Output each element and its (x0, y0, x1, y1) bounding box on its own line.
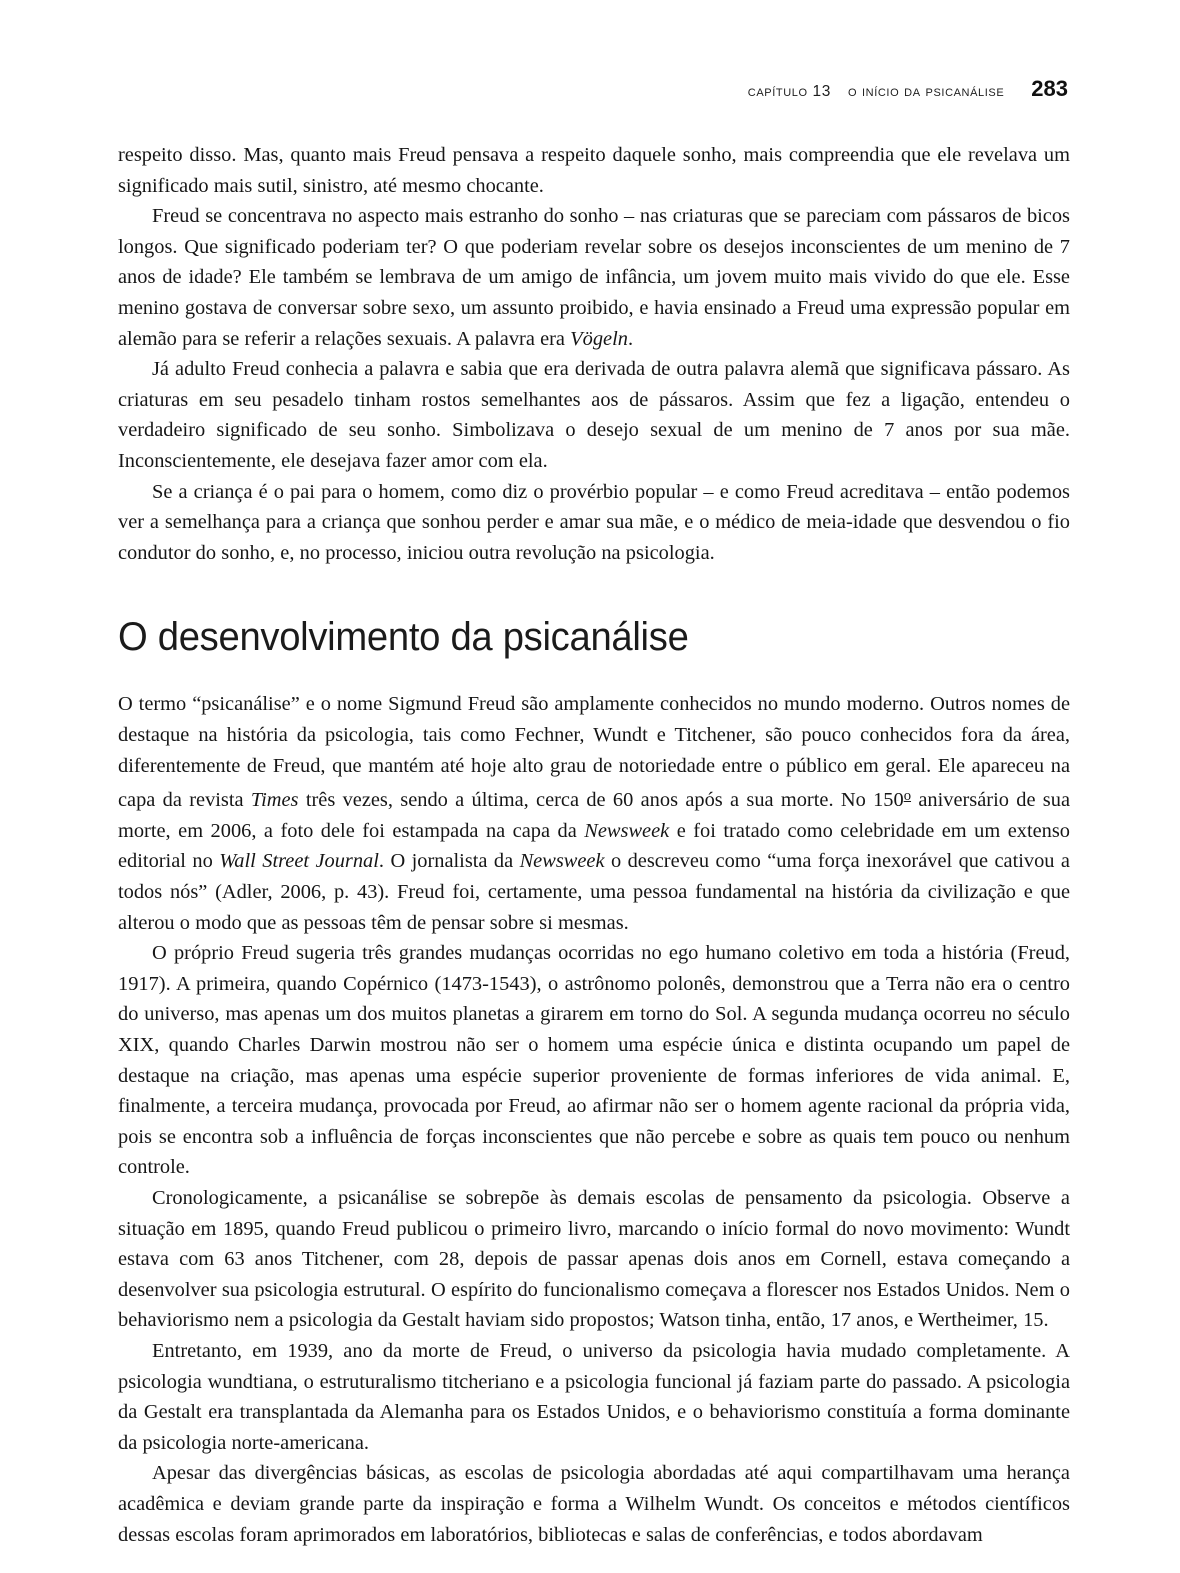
page-number: 283 (1031, 76, 1068, 101)
running-head-chapter-label: capítulo 13 (747, 83, 831, 100)
italic-title-newsweek-2: Newsweek (519, 850, 605, 873)
paragraph (118, 1458, 1070, 1550)
italic-title-wall-street-journal: Wall Street Journal (219, 850, 379, 873)
paragraph-text: Freud se concentrava no aspecto mais estranho do sonho – nas criaturas que se pareciam com pássaros de bicos longos. Que significado poderiam ter? O que poderiam revelar sobre os desejos inconscientes de um menino de 7 anos de idade? Ele também se lembrava de um amigo de infância, um jovem muito mais vivido do que ele. Esse menino gostava de conversar sobre sexo, um assunto proibido, e havia ensinado a Freud uma expressão popular em alemão para se referir a relações sexuais. A palavra era (118, 205, 1070, 350)
paragraph-text: três vezes, sendo a última, cerca de 60 anos após a sua morte. No 150 (298, 789, 904, 812)
paragraph-continuation (118, 140, 1070, 201)
section-heading: O desenvolvimento da psicanálise (118, 615, 689, 660)
running-head (748, 76, 1068, 102)
italic-title-times: Times (250, 789, 299, 812)
paragraph-text: Se a criança é o pai para o homem, como diz o provérbio popular – e como Freud acreditava – então podemos ver a semelhança para a criança que sonhou perder e amar sua mãe, e o médico de meia-idade que desvendou o fio condutor do sonho, e, no processo, iniciou outra revolução na psicologia. (118, 480, 1070, 564)
paragraph-text: Cronologicamente, a psicanálise se sobrepõe às demais escolas de pensamento da psicologia. Observe a situação em 1895, quando Freud publicou o primeiro livro, marcando o início formal do novo movimento: Wundt estava com 63 anos Titchener, com 28, depois de passar apenas dois anos em Cornell, estava começando a desenvolver sua psicologia estrutural. O espírito do funcionalismo começava a florescer nos Estados Unidos. Nem o behaviorismo nem a psicologia da Gestalt haviam sido propostos; Watson tinha, então, 17 anos, e Wertheimer, 15. (118, 1186, 1070, 1332)
italic-title-newsweek: Newsweek (584, 819, 670, 842)
ordinal-indicator: o (903, 788, 912, 805)
paragraph-text: O termo “psicanálise” e o nome Sigmund Freud são amplamente conhecidos no mundo moderno. Outros nomes de destaque na história da psicologia, tais como Fechner, Wundt e Titchener, são pouco conhecidos fora da área, diferentemente de Freud, que mantém até hoje alto grau de notoriedade entre o público em geral. Ele apareceu na capa da revista (118, 693, 1070, 812)
paragraph-text: Já adulto Freud conhecia a palavra e sabia que era derivada de outra palavra alemã que significava pássaro. As criaturas em seu pesadelo tinham rostos semelhantes aos de pássaros. Assim que fez a ligação, entendeu o verdadeiro significado de seu sonho. Simbolizava o desejo sexual de um menino de 7 anos por sua mãe. Inconscientemente, ele desejava fazer amor com ela. (118, 358, 1070, 472)
paragraph (118, 689, 1070, 938)
paragraph-text: O próprio Freud sugeria três grandes mudanças ocorridas no ego humano coletivo em toda a história (Freud, 1917). A primeira, quando Copérnico (1473-1543), o astrônomo polonês, demonstrou que a Terra não era o centro do universo, mas apenas um dos muitos planetas a girarem em torno do Sol. A segunda mudança ocorreu no século XIX, quando Charles Darwin mostrou não ser o homem uma espécie única e distinta ocupando um papel de destaque na criação, mas apenas uma espécie superior proveniente de formas inferiores de vida animal. E, finalmente, a terceira mudança, provocada por Freud, ao afirmar não ser o homem agente racional da própria vida, pois se encontra sob a influência de forças inconscientes que não percebe e sobre as quais tem pouco ou nenhum controle. (118, 942, 1070, 1179)
paragraph (118, 477, 1070, 569)
paragraph-text: e foi tratado como celebridade em um extenso editorial no (118, 819, 1070, 873)
paragraph-text: o descreveu como “uma força inexorável que cativou a todos nós” (Adler, 2006, p. 43). Freud foi, certamente, uma pessoa fundamental na história da civilização e que alterou o modo que as pessoas têm de pensar sobre si mesmas. (118, 850, 1070, 934)
paragraph (118, 938, 1070, 1183)
paragraph-text-tail: . (627, 327, 634, 350)
running-head-chapter-title: o início da psicanálise (847, 83, 1005, 100)
spacer (118, 660, 1070, 689)
paragraph-text: aniversário de sua morte, em 2006, a foto dele foi estampada na capa da (118, 789, 1070, 842)
paragraph-text: Apesar das divergências básicas, as escolas de psicologia abordadas até aqui compartilhavam uma herança acadêmica e deviam grande parte da inspiração e forma a Wilhelm Wundt. Os conceitos e métodos científicos dessas escolas foram aprimorados em laboratórios, bibliotecas e salas de conferências, e todos abordavam (118, 1462, 1070, 1546)
paragraph-text: Entretanto, em 1939, ano da morte de Freud, o universo da psicologia havia mudado completamente. A psicologia wundtiana, o estruturalismo titcheriano e a psicologia funcional já faziam parte do passado. A psicologia da Gestalt era transplantada da Alemanha para os Estados Unidos, e o behaviorismo constituía a forma dominante da psicologia norte-americana. (118, 1339, 1070, 1454)
italic-term-vogeln: Vögeln (570, 327, 628, 350)
paragraph (118, 1183, 1070, 1336)
paragraph (118, 1336, 1070, 1458)
paragraph-text: respeito disso. Mas, quanto mais Freud pensava a respeito daquele sonho, mais compreendia que ele revelava um significado mais sutil, sinistro, até mesmo chocante. (118, 144, 1070, 197)
paragraph-text: . O jornalista da (378, 850, 520, 873)
spacer (118, 568, 1070, 614)
text-column (118, 140, 1070, 1550)
paragraph (118, 354, 1070, 476)
paragraph (118, 201, 1070, 354)
